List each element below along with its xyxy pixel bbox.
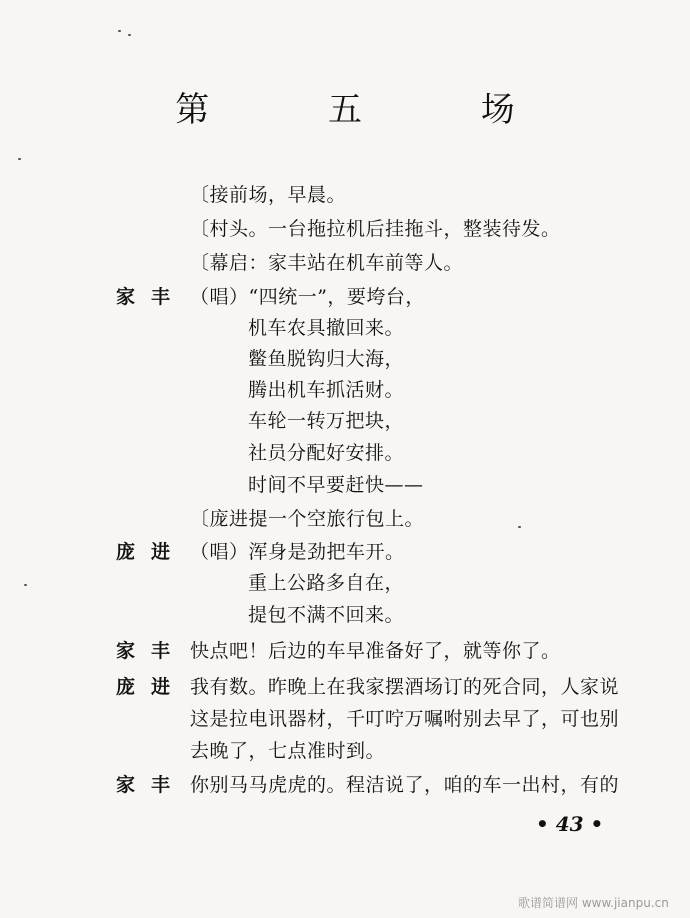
speaker-name: 家丰 — [116, 640, 187, 662]
scene-title: 第 五 场 — [175, 90, 569, 130]
stage-direction: 〔幕启：家丰站在机车前等人。 — [190, 252, 464, 274]
lyric-line: 重上公路多自在， — [248, 572, 405, 594]
lyric-line: 车轮一转万把块， — [248, 410, 405, 432]
ink-speck — [128, 34, 131, 36]
speaker-name: 庞进 — [116, 541, 187, 563]
dialogue-line: （唱）浑身是劲把车开。 — [190, 541, 405, 563]
ink-speck — [18, 158, 21, 160]
ink-speck — [24, 584, 27, 586]
page-number: • 43 • — [536, 812, 604, 836]
dialogue-line: 快点吧！后边的车早准备好了，就等你了。 — [190, 640, 561, 662]
stage-direction: 〔接前场，早晨。 — [190, 184, 347, 206]
stage-direction: 〔村头。一台拖拉机后挂拖斗，整装待发。 — [190, 218, 561, 240]
lyric-line: 社员分配好安排。 — [248, 442, 405, 464]
ink-speck — [118, 30, 121, 32]
lyric-line: 腾出机车抓活财。 — [248, 379, 405, 401]
dialogue-line: 这是拉电讯器材，千叮咛万嘱咐别去早了，可也别 — [190, 708, 620, 730]
lyric-line: 鳖鱼脱钩归大海， — [248, 348, 405, 370]
site-watermark: 歌谱简谱网 www.jianpu.cn — [518, 896, 669, 910]
dialogue-line: 你别马马虎虎的。程洁说了，咱的车一出村，有的 — [190, 774, 620, 796]
speaker-name: 家丰 — [116, 774, 187, 796]
stage-direction: 〔庞进提一个空旅行包上。 — [190, 508, 425, 530]
speaker-name: 家丰 — [116, 286, 187, 308]
lyric-line: 提包不满不回来。 — [248, 604, 405, 626]
ink-speck — [518, 526, 521, 528]
dialogue-line: 我有数。昨晚上在我家摆酒场订的死合同，人家说 — [190, 676, 620, 698]
dialogue-line: （唱）“四统一”，要垮台， — [190, 286, 425, 308]
lyric-line: 机车农具撤回来。 — [248, 317, 405, 339]
dialogue-line: 去晚了，七点准时到。 — [190, 740, 386, 762]
lyric-line: 时间不早要赶快—— — [248, 474, 424, 496]
speaker-name: 庞进 — [116, 676, 187, 698]
